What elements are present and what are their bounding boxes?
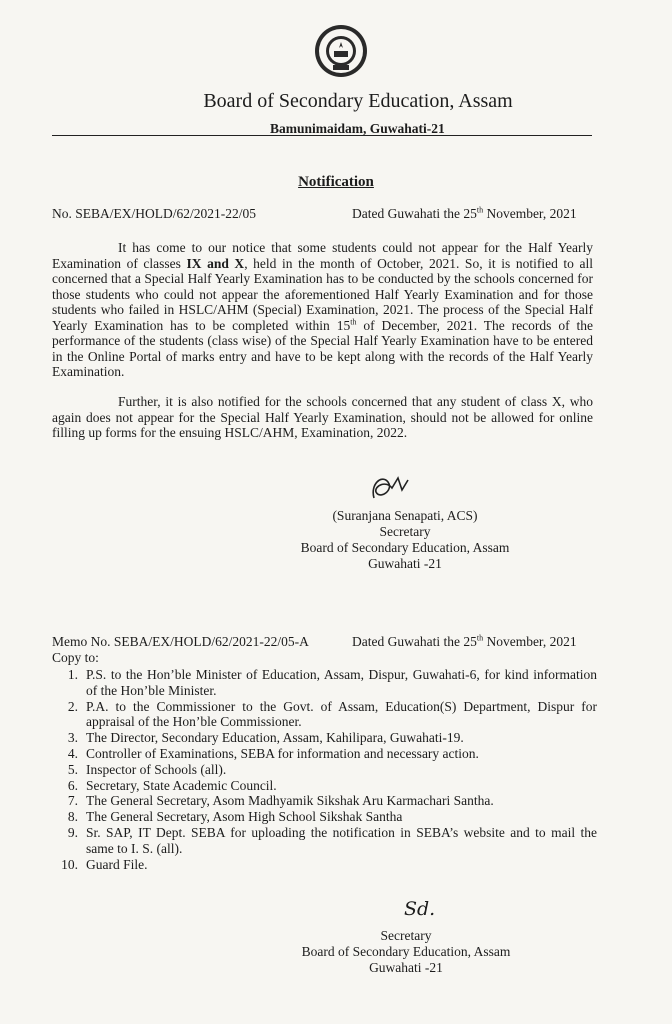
list-item-text: The General Secretary, Asom Madhyamik Sikshak Aru Karmachari Santha. (86, 793, 494, 809)
copy-to-list (52, 667, 597, 872)
list-item-text: Inspector of Schools (all). (86, 761, 227, 777)
list-item-text: P.S. to the Hon’ble Minister of Education, Assam, Dispur, Guwahati-6, for kind information of the Hon’ble Minister. (86, 667, 597, 698)
list-item-number: 3. (67, 730, 78, 746)
copy-to-label: Copy to: (52, 650, 99, 665)
para1-segment: IX and X (186, 255, 245, 271)
list-item-number: 1. (67, 667, 78, 682)
header-divider (52, 135, 592, 136)
notification-signatory (290, 508, 520, 572)
list-item (52, 809, 597, 825)
list-item-text: The General Secretary, Asom High School Sikshak Santha (86, 809, 403, 825)
memo-signatory-designation: Secretary (380, 928, 432, 943)
notification-ref-no: No. SEBA/EX/HOLD/62/2021-22/05 (52, 206, 256, 221)
list-item-text: The Director, Secondary Education, Assam, Kahilipara, Guwahati-19. (86, 730, 464, 746)
list-item (52, 699, 597, 731)
list-item-number: 10. (61, 856, 78, 872)
list-item-number: 4. (67, 745, 78, 761)
notification-paragraph-1 (52, 240, 593, 380)
memo-signatory (286, 928, 526, 976)
list-item-text: Sr. SAP, IT Dept. SEBA for uploading the notification in SEBA’s website and to mail the same to I. S. (all). (86, 824, 597, 856)
signatory-designation: Secretary (379, 524, 431, 539)
signatory-org: Board of Secondary Education, Assam (300, 540, 510, 555)
list-item-number: 9. (67, 824, 78, 840)
memo-ref-no: Memo No. SEBA/EX/HOLD/62/2021-22/05-A (52, 634, 309, 649)
list-item (52, 825, 597, 857)
notification-heading: Notification (298, 174, 374, 190)
para1-segment: It has come to our notice that some students could not appear for the Half Yearly Examination of classes (52, 240, 593, 271)
signature-scribble (368, 470, 412, 506)
notification-date: Dated Guwahati the 25th November, 2021 (352, 205, 577, 221)
list-item-text: P.A. to the Commissioner to the Govt. of Assam, Education(S) Department, Dispur for appraisal of the Hon’ble Commissioner. (86, 698, 597, 730)
para1-segment: th (350, 317, 357, 326)
org-address: Bamunimaidam, Guwahati-21 (270, 121, 445, 136)
list-item-number: 2. (67, 698, 78, 714)
list-item-number: 6. (67, 777, 78, 793)
list-item (52, 793, 597, 809)
list-item-text: Guard File. (86, 856, 148, 872)
sd-mark: Sd. (404, 898, 436, 920)
list-item (52, 778, 597, 794)
list-item-number: 7. (67, 793, 78, 809)
memo-date: Dated Guwahati the 25th November, 2021 (352, 633, 577, 649)
list-item (52, 667, 597, 699)
org-title: Board of Secondary Education, Assam (203, 90, 513, 112)
list-item (52, 857, 597, 873)
para1-segment: , held in the month of October, 2021. So, it is notified to all concerned that a Special Half Yearly Examination has to be conducted by the schools concerned for those students who could not appear the aforementioned Half Yearly Examination and for those students who failed in HSLC/AHM (Special) Examination, 2021. The process of the Special Half Yearly Examination has to be completed within 15 (52, 255, 593, 333)
seba-seal-logo (314, 24, 368, 78)
memo-signatory-city: Guwahati -21 (369, 960, 443, 975)
memo-signatory-org: Board of Secondary Education, Assam (301, 944, 511, 959)
list-item (52, 762, 597, 778)
notification-paragraph-2: Further, it is also notified for the schools concerned that any student of class X, who again does not appear for the Special Half Yearly Examination, should not be allowed for online filling up forms for the ensuing HSLC/AHM, Examination, 2022. (52, 394, 593, 440)
list-item-number: 5. (67, 761, 78, 777)
signatory-city: Guwahati -21 (368, 556, 442, 571)
signatory-name: (Suranjana Senapati, ACS) (332, 508, 478, 523)
list-item-number: 8. (67, 809, 78, 825)
list-item (52, 730, 597, 746)
list-item (52, 746, 597, 762)
list-item-text: Controller of Examinations, SEBA for information and necessary action. (86, 745, 479, 761)
list-item-text: Secretary, State Academic Council. (86, 777, 277, 793)
para1-segment: of December, 2021. The records of the performance of the students (class wise) of the Special Half Yearly Examination have to be entered in the Online Portal of marks entry and have to be kept along with the records of the Half Yearly Examination. (52, 317, 593, 379)
